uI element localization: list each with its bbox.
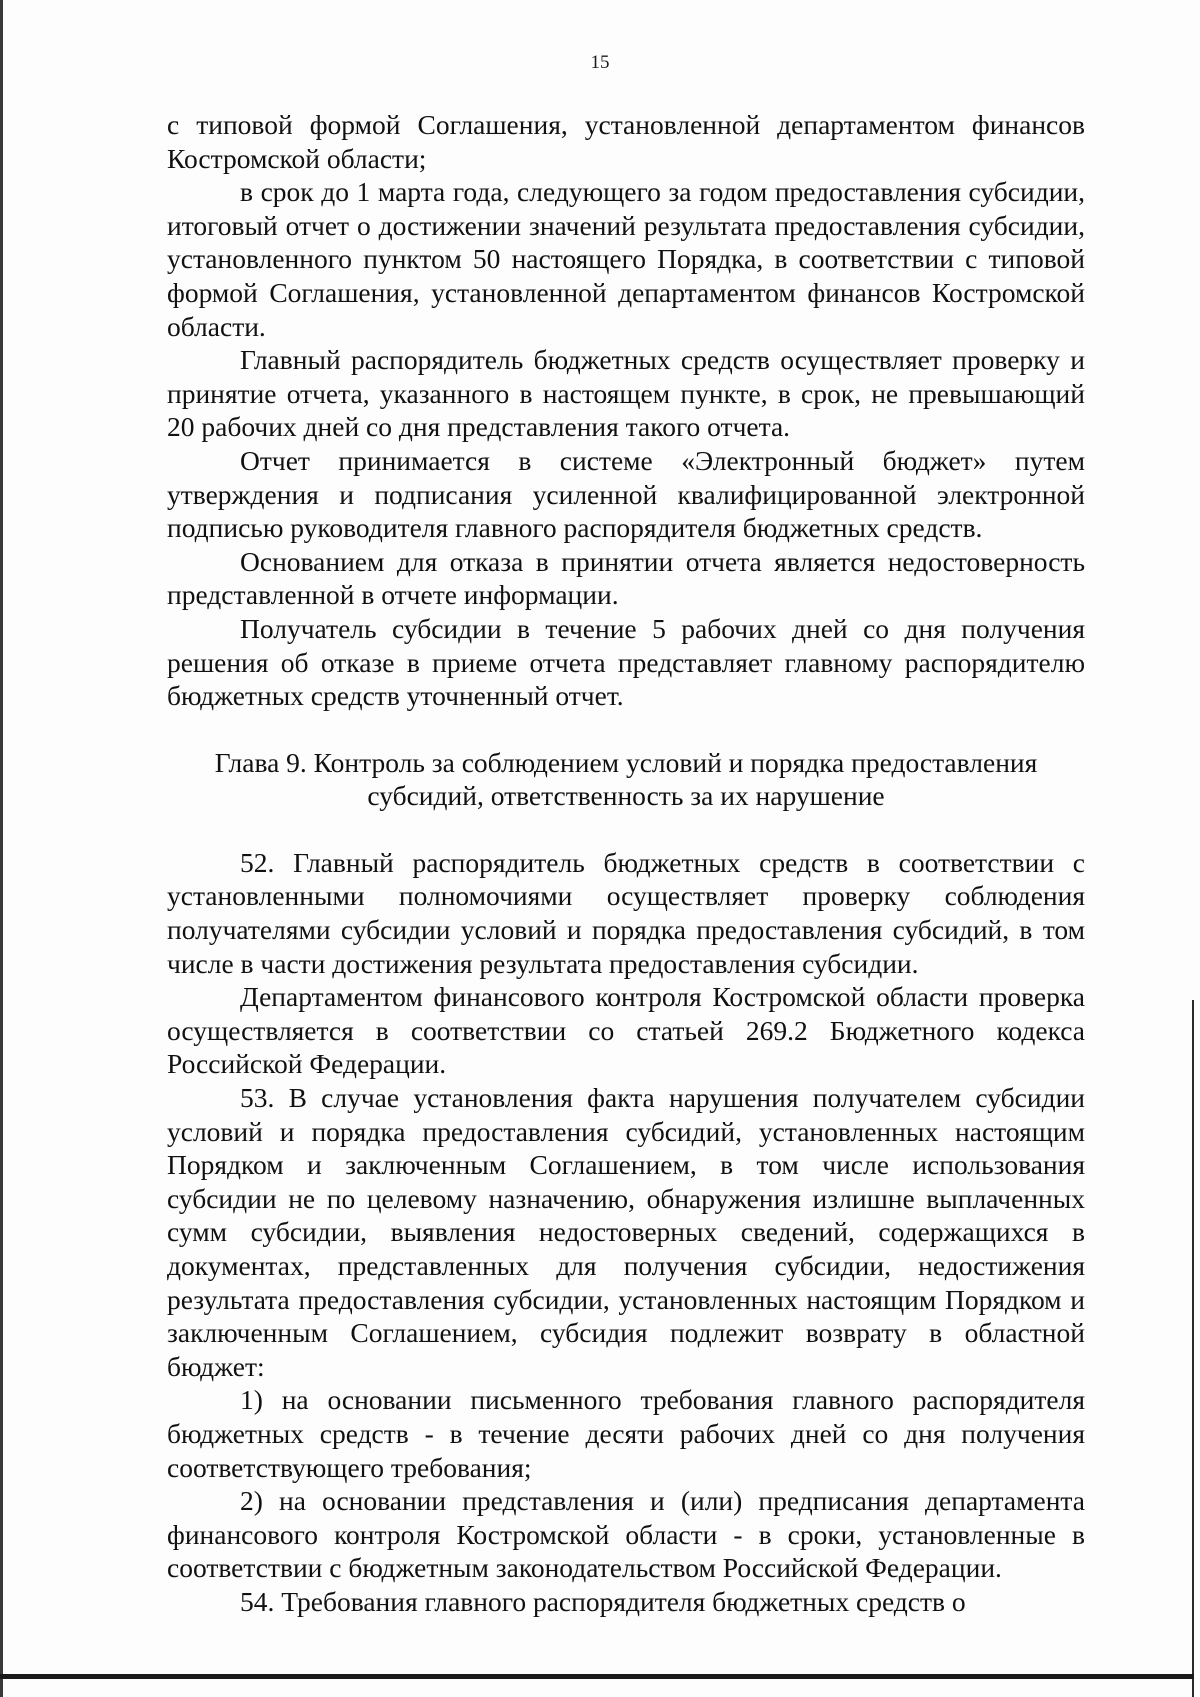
paragraph: 1) на основании письменного требования главного распорядителя бюджетных средств - в течение десяти рабочих дней со дня получения соответствующего требования; [167,1384,1085,1483]
page-number: 15 [590,52,610,73]
scan-edge-left [0,0,3,1697]
paragraph: 53. В случае установления факта нарушения получателем субсидии условий и порядка предоставления субсидий, установленных настоящим Порядком и заключенным Соглашением, в том числе использования субсидии не по целевому назначению, обнаружения излишне выплаченных сумм субсидии, выявления недостоверных сведений, содержащихся в документах, представленных для получения субсидии, недостижения результата предоставления субсидии, установленных настоящим Порядком и заключенным Соглашением, субсидия подлежит возврату в областной бюджет: [167,1082,1085,1382]
paragraph: 52. Главный распорядитель бюджетных средств в соответствии с установленными полномочиями осуществляет проверку соблюдения получателями субсидии условий и порядка предоставления субсидий, в том числе в части достижения результата предоставления субсидии. [167,846,1085,979]
paragraph: Получатель субсидии в течение 5 рабочих дней со дня получения решения об отказе в приеме отчета представляет главному распорядителю бюджетных средств уточненный отчет. [167,612,1085,712]
paragraph: 2) на основании представления и (или) предписания департамента финансового контроля Костромской области - в сроки, установленные в соответствии с бюджетным законодательством Российской Федерации. [167,1485,1085,1584]
document-body [167,108,1085,1619]
paragraph: с типовой формой Соглашения, установленной департаментом финансов Костромской области; [167,109,1085,174]
paragraph: 54. Требования главного распорядителя бюджетных средств о [240,1585,966,1617]
scan-edge-right [1192,1000,1194,1697]
scan-edge-bottom [0,1674,1194,1679]
paragraph: Отчет принимается в системе «Электронный бюджет» путем утверждения и подписания усиленной квалифицированной электронной подписью руководителя главного распорядителя бюджетных средств. [167,444,1085,544]
paragraph: Департаментом финансового контроля Костромской области проверка осуществляется в соответствии со статьей 269.2 Бюджетного кодекса Российской Федерации. [167,981,1085,1080]
paragraph: Главный распорядитель бюджетных средств осуществляет проверку и принятие отчета, указанного в настоящем пункте, в срок, не превышающий 20 рабочих дней со дня представления такого отчета. [167,344,1085,443]
paragraph: Основанием для отказа в принятии отчета является недостоверность представленной в отчете информации. [167,545,1085,611]
chapter-heading: Глава 9. Контроль за соблюдением условий и порядка предоставления субсидий, ответственность за их нарушение [214,746,1038,812]
paragraph: в срок до 1 марта года, следующего за годом предоставления субсидии, итоговый отчет о достижении значений результата предоставления субсидии, установленного пунктом 50 настоящего Порядка, в соответствии с типовой формой Соглашения, установленной департаментом финансов Костромской области. [167,176,1085,342]
